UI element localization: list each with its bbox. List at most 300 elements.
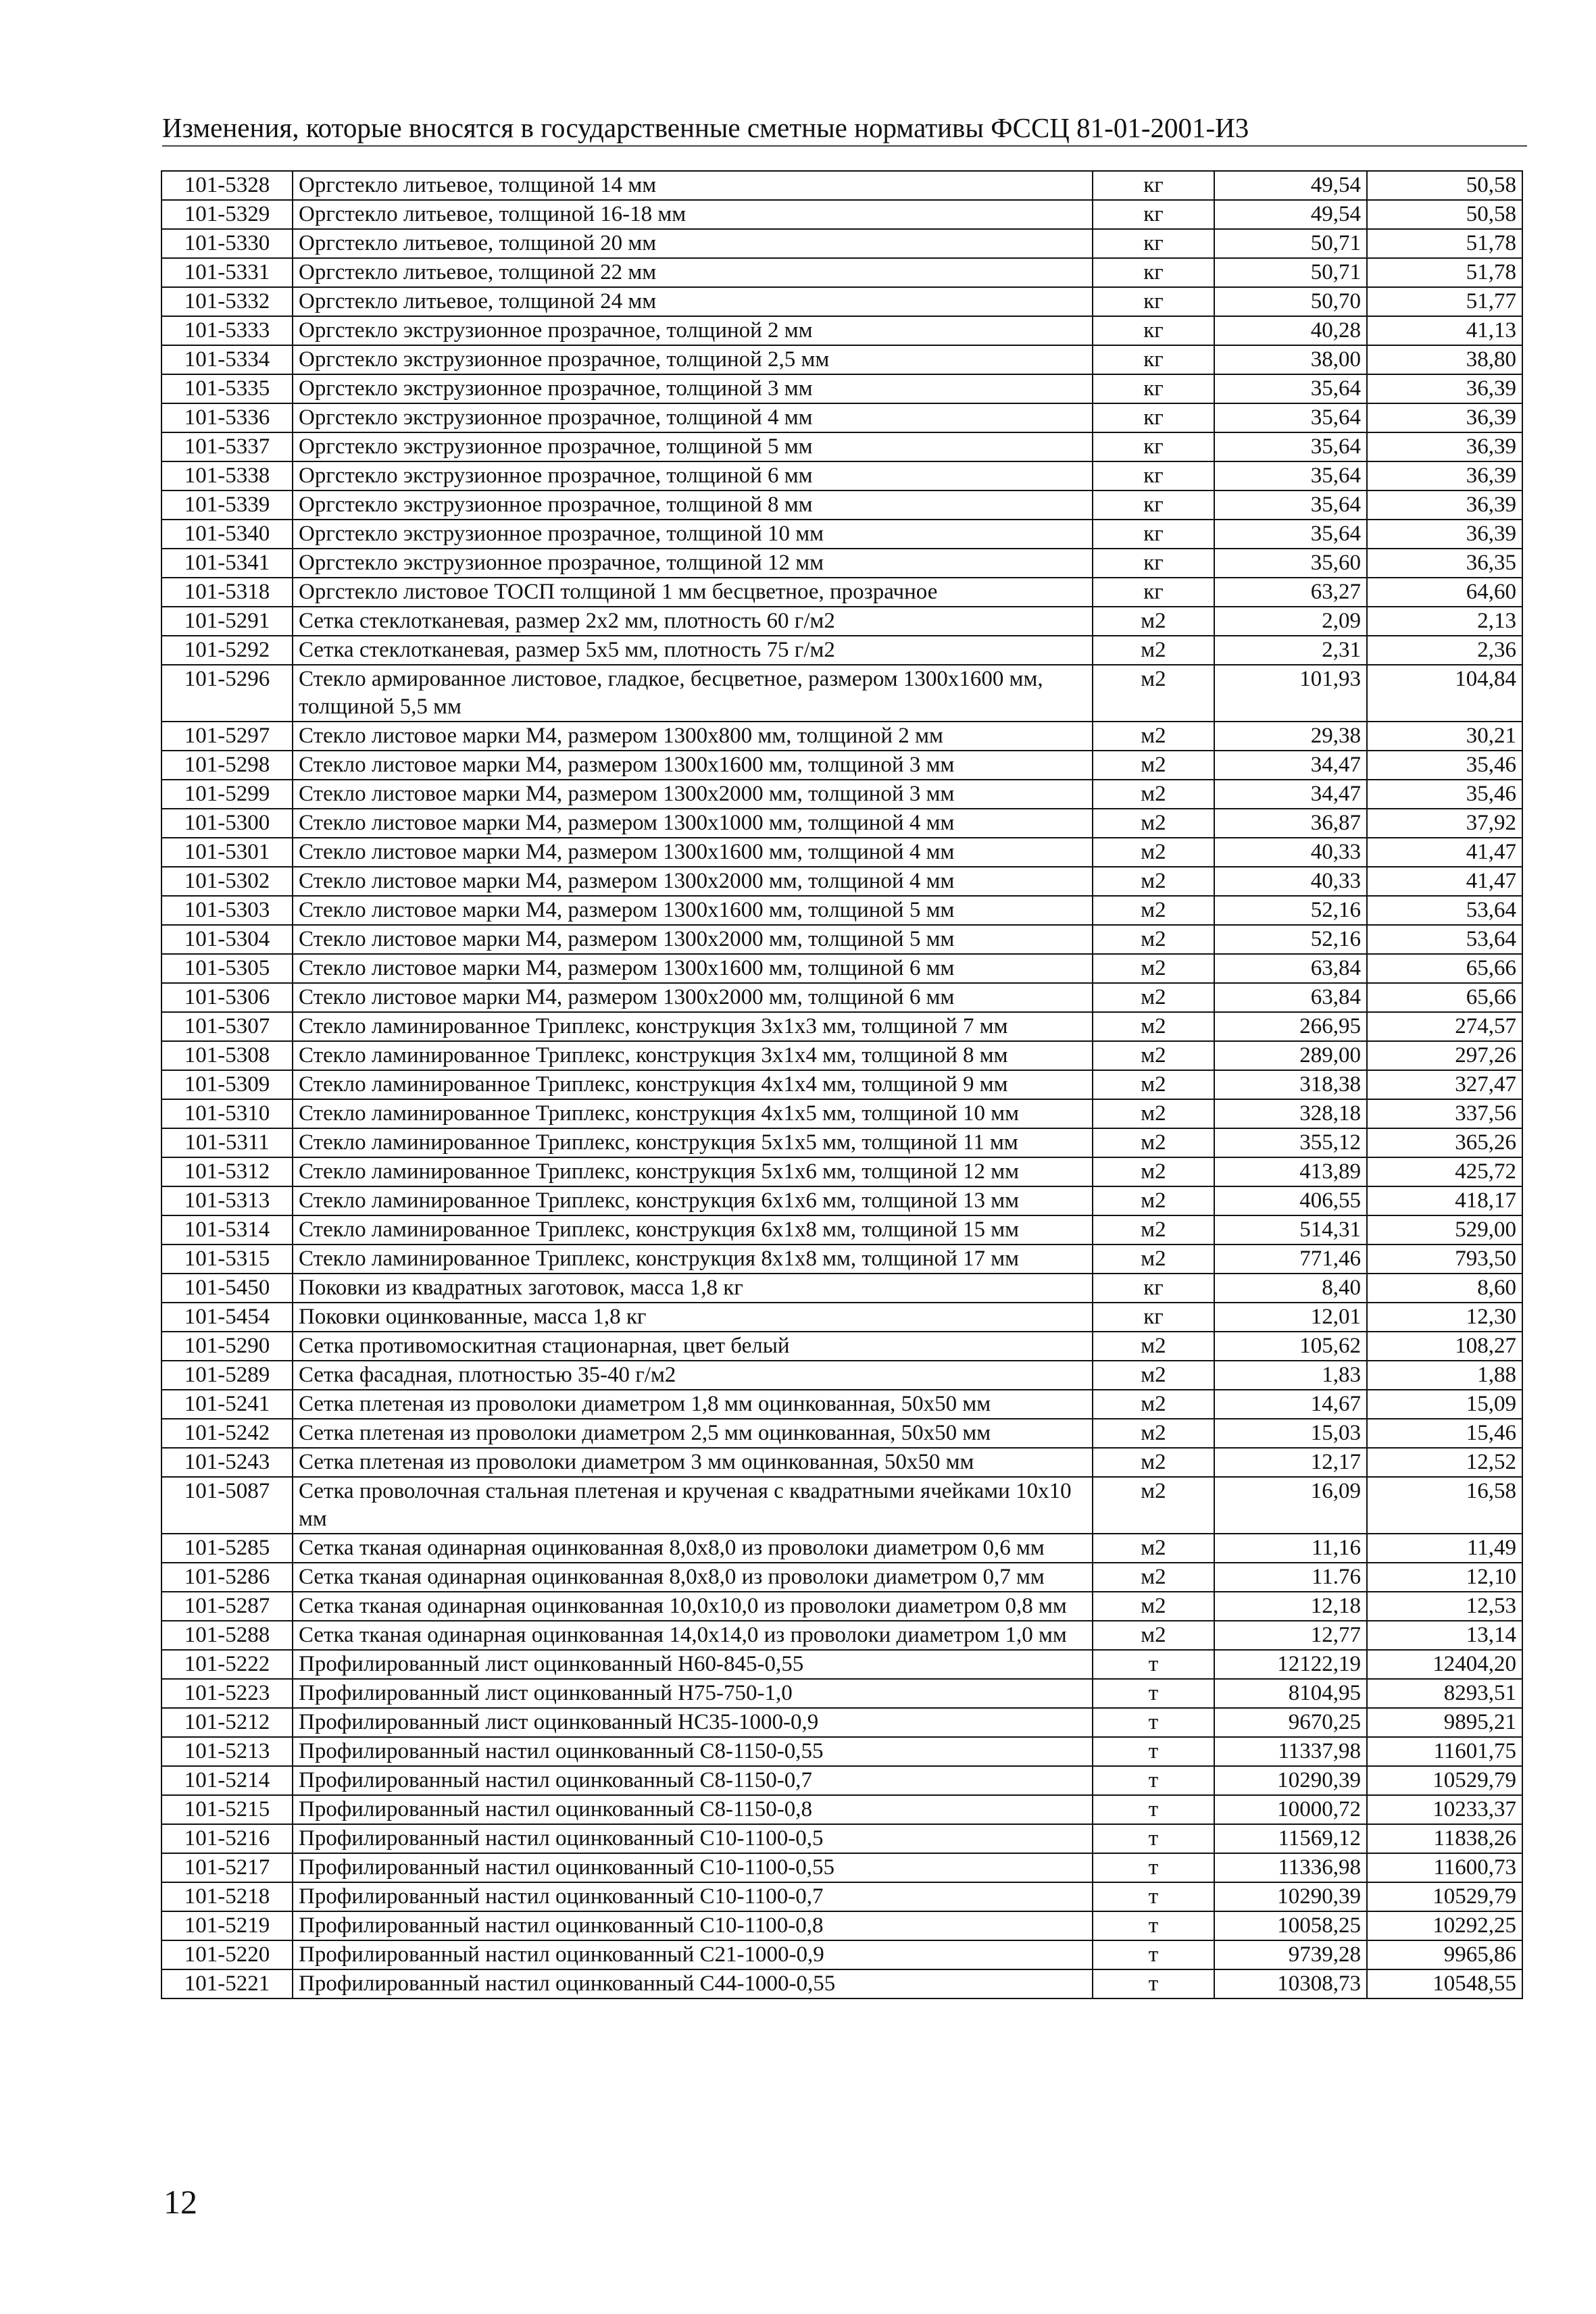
price-before: 50,70	[1214, 287, 1367, 316]
price-after: 425,72	[1367, 1157, 1522, 1186]
price-after: 11838,26	[1367, 1824, 1522, 1853]
price-before: 514,31	[1214, 1215, 1367, 1244]
price-before: 10290,39	[1214, 1766, 1367, 1795]
resource-name: Сетка плетеная из проволоки диаметром 1,8 мм оцинкованная, 50х50 мм	[293, 1390, 1093, 1419]
resource-name: Стекло листовое марки М4, размером 1300х1600 мм, толщиной 6 мм	[293, 954, 1093, 983]
price-after: 65,66	[1367, 983, 1522, 1012]
unit-of-measure: м2	[1093, 722, 1214, 751]
unit-of-measure: т	[1093, 1824, 1214, 1853]
unit-of-measure: м2	[1093, 1099, 1214, 1128]
price-after: 2,13	[1367, 607, 1522, 636]
price-before: 9739,28	[1214, 1940, 1367, 1969]
resource-name: Оргстекло экструзионное прозрачное, толщиной 8 мм	[293, 491, 1093, 520]
table-row	[161, 1419, 1522, 1448]
price-before: 15,03	[1214, 1419, 1367, 1448]
resource-code: 101-5311	[161, 1128, 293, 1157]
resource-name: Профилированный лист оцинкованный НС35-1000-0,9	[293, 1708, 1093, 1737]
price-after: 365,26	[1367, 1128, 1522, 1157]
unit-of-measure: кг	[1093, 258, 1214, 287]
resource-code: 101-5242	[161, 1419, 293, 1448]
price-after: 12,10	[1367, 1563, 1522, 1592]
table-row	[161, 1361, 1522, 1390]
resource-code: 101-5243	[161, 1448, 293, 1477]
resource-code: 101-5454	[161, 1303, 293, 1332]
table-row	[161, 1448, 1522, 1477]
unit-of-measure: кг	[1093, 229, 1214, 258]
unit-of-measure: т	[1093, 1911, 1214, 1940]
price-before: 63,84	[1214, 983, 1367, 1012]
price-before: 8,40	[1214, 1274, 1367, 1303]
price-before: 101,93	[1214, 665, 1367, 722]
resource-code: 101-5310	[161, 1099, 293, 1128]
resource-name: Оргстекло экструзионное прозрачное, толщиной 10 мм	[293, 520, 1093, 549]
resource-code: 101-5315	[161, 1244, 293, 1274]
price-before: 35,64	[1214, 491, 1367, 520]
price-after: 2,36	[1367, 636, 1522, 665]
table-row	[161, 954, 1522, 983]
table-row	[161, 1332, 1522, 1361]
resource-code: 101-5215	[161, 1795, 293, 1824]
table-row	[161, 1477, 1522, 1534]
table-row	[161, 1969, 1522, 1998]
price-after: 65,66	[1367, 954, 1522, 983]
unit-of-measure: м2	[1093, 1041, 1214, 1070]
resource-code: 101-5302	[161, 867, 293, 896]
unit-of-measure: м2	[1093, 838, 1214, 867]
resource-name: Стекло ламинированное Триплекс, конструкция 4х1х4 мм, толщиной 9 мм	[293, 1070, 1093, 1099]
resource-code: 101-5213	[161, 1737, 293, 1766]
resource-name: Стекло листовое марки М4, размером 1300х1600 мм, толщиной 3 мм	[293, 751, 1093, 780]
table-row	[161, 1679, 1522, 1708]
resource-code: 101-5292	[161, 636, 293, 665]
price-before: 10290,39	[1214, 1882, 1367, 1911]
resource-code: 101-5308	[161, 1041, 293, 1070]
table-row	[161, 665, 1522, 722]
resource-code: 101-5340	[161, 520, 293, 549]
resource-code: 101-5337	[161, 432, 293, 461]
table-row	[161, 751, 1522, 780]
price-before: 35,64	[1214, 374, 1367, 403]
table-row	[161, 867, 1522, 896]
resource-name: Сетка плетеная из проволоки диаметром 2,5 мм оцинкованная, 50х50 мм	[293, 1419, 1093, 1448]
resource-name: Стекло листовое марки М4, размером 1300х2000 мм, толщиной 6 мм	[293, 983, 1093, 1012]
resource-name: Сетка проволочная стальная плетеная и крученая с квадратными ячейками 10х10 мм	[293, 1477, 1093, 1534]
price-before: 50,71	[1214, 258, 1367, 287]
price-after: 15,46	[1367, 1419, 1522, 1448]
price-before: 11,16	[1214, 1534, 1367, 1563]
price-before: 12,77	[1214, 1621, 1367, 1650]
price-after: 35,46	[1367, 780, 1522, 809]
price-before: 289,00	[1214, 1041, 1367, 1070]
unit-of-measure: кг	[1093, 491, 1214, 520]
unit-of-measure: кг	[1093, 171, 1214, 200]
resource-code: 101-5309	[161, 1070, 293, 1099]
unit-of-measure: м2	[1093, 780, 1214, 809]
price-after: 41,13	[1367, 316, 1522, 345]
price-before: 2,09	[1214, 607, 1367, 636]
resource-name: Оргстекло экструзионное прозрачное, толщиной 6 мм	[293, 461, 1093, 491]
resource-code: 101-5216	[161, 1824, 293, 1853]
resource-name: Стекло ламинированное Триплекс, конструкция 8х1х8 мм, толщиной 17 мм	[293, 1244, 1093, 1274]
resource-code: 101-5329	[161, 200, 293, 229]
resource-code: 101-5289	[161, 1361, 293, 1390]
resource-code: 101-5300	[161, 809, 293, 838]
price-before: 12,17	[1214, 1448, 1367, 1477]
resource-name: Стекло ламинированное Триплекс, конструкция 5х1х5 мм, толщиной 11 мм	[293, 1128, 1093, 1157]
resource-code: 101-5318	[161, 578, 293, 607]
unit-of-measure: м2	[1093, 1419, 1214, 1448]
unit-of-measure: м2	[1093, 1012, 1214, 1041]
unit-of-measure: т	[1093, 1650, 1214, 1679]
price-after: 12404,20	[1367, 1650, 1522, 1679]
unit-of-measure: м2	[1093, 751, 1214, 780]
resource-name: Профилированный настил оцинкованный С44-1000-0,55	[293, 1969, 1093, 1998]
unit-of-measure: м2	[1093, 1563, 1214, 1592]
resource-name: Сетка стеклотканевая, размер 2х2 мм, плотность 60 г/м2	[293, 607, 1093, 636]
price-after: 38,80	[1367, 345, 1522, 374]
resource-code: 101-5334	[161, 345, 293, 374]
resource-name: Стекло листовое марки М4, размером 1300х2000 мм, толщиной 4 мм	[293, 867, 1093, 896]
unit-of-measure: кг	[1093, 578, 1214, 607]
resource-name: Профилированный настил оцинкованный С8-1150-0,55	[293, 1737, 1093, 1766]
resource-name: Профилированный настил оцинкованный С10-1100-0,55	[293, 1853, 1093, 1882]
resource-name: Стекло армированное листовое, гладкое, бесцветное, размером 1300х1600 мм, толщиной 5,5 мм	[293, 665, 1093, 722]
table-row	[161, 1824, 1522, 1853]
price-after: 529,00	[1367, 1215, 1522, 1244]
unit-of-measure: кг	[1093, 374, 1214, 403]
price-before: 266,95	[1214, 1012, 1367, 1041]
price-before: 34,47	[1214, 780, 1367, 809]
unit-of-measure: кг	[1093, 200, 1214, 229]
resource-code: 101-5220	[161, 1940, 293, 1969]
resource-code: 101-5301	[161, 838, 293, 867]
price-after: 12,30	[1367, 1303, 1522, 1332]
table-row	[161, 171, 1522, 200]
price-after: 50,58	[1367, 171, 1522, 200]
price-after: 53,64	[1367, 925, 1522, 954]
table-row	[161, 607, 1522, 636]
table-row	[161, 1390, 1522, 1419]
unit-of-measure: кг	[1093, 316, 1214, 345]
resource-name: Сетка тканая одинарная оцинкованная 8,0х8,0 из проволоки диаметром 0,6 мм	[293, 1534, 1093, 1563]
price-before: 406,55	[1214, 1186, 1367, 1215]
table-row	[161, 1128, 1522, 1157]
price-before: 8104,95	[1214, 1679, 1367, 1708]
price-before: 10058,25	[1214, 1911, 1367, 1940]
unit-of-measure: т	[1093, 1737, 1214, 1766]
resource-code: 101-5223	[161, 1679, 293, 1708]
price-before: 771,46	[1214, 1244, 1367, 1274]
resource-name: Поковки оцинкованные, масса 1,8 кг	[293, 1303, 1093, 1332]
resource-name: Оргстекло литьевое, толщиной 24 мм	[293, 287, 1093, 316]
price-after: 13,14	[1367, 1621, 1522, 1650]
table-row	[161, 780, 1522, 809]
page-number: 12	[164, 2183, 197, 2221]
resource-name: Оргстекло экструзионное прозрачное, толщиной 2,5 мм	[293, 345, 1093, 374]
table-row	[161, 1882, 1522, 1911]
resource-code: 101-5217	[161, 1853, 293, 1882]
unit-of-measure: м2	[1093, 1244, 1214, 1274]
resource-code: 101-5333	[161, 316, 293, 345]
resource-name: Сетка стеклотканевая, размер 5х5 мм, плотность 75 г/м2	[293, 636, 1093, 665]
resource-code: 101-5313	[161, 1186, 293, 1215]
resource-name: Оргстекло экструзионное прозрачное, толщиной 2 мм	[293, 316, 1093, 345]
unit-of-measure: т	[1093, 1882, 1214, 1911]
resource-name: Сетка плетеная из проволоки диаметром 3 мм оцинкованная, 50х50 мм	[293, 1448, 1093, 1477]
price-before: 16,09	[1214, 1477, 1367, 1534]
price-before: 29,38	[1214, 722, 1367, 751]
price-after: 793,50	[1367, 1244, 1522, 1274]
price-after: 297,26	[1367, 1041, 1522, 1070]
unit-of-measure: кг	[1093, 1274, 1214, 1303]
unit-of-measure: т	[1093, 1853, 1214, 1882]
price-before: 40,33	[1214, 838, 1367, 867]
table-row	[161, 1041, 1522, 1070]
price-before: 328,18	[1214, 1099, 1367, 1128]
price-before: 36,87	[1214, 809, 1367, 838]
resource-code: 101-5341	[161, 549, 293, 578]
price-after: 11600,73	[1367, 1853, 1522, 1882]
price-before: 40,28	[1214, 316, 1367, 345]
unit-of-measure: кг	[1093, 461, 1214, 491]
resource-name: Оргстекло листовое ТОСП толщиной 1 мм бесцветное, прозрачное	[293, 578, 1093, 607]
unit-of-measure: т	[1093, 1708, 1214, 1737]
resource-code: 101-5304	[161, 925, 293, 954]
price-before: 38,00	[1214, 345, 1367, 374]
resource-name: Профилированный настил оцинкованный С10-1100-0,5	[293, 1824, 1093, 1853]
table-row	[161, 1012, 1522, 1041]
table-row	[161, 491, 1522, 520]
price-before: 105,62	[1214, 1332, 1367, 1361]
price-after: 10529,79	[1367, 1766, 1522, 1795]
resource-name: Профилированный настил оцинкованный С10-1100-0,7	[293, 1882, 1093, 1911]
price-before: 12,01	[1214, 1303, 1367, 1332]
price-before: 10000,72	[1214, 1795, 1367, 1824]
resource-name: Оргстекло литьевое, толщиной 14 мм	[293, 171, 1093, 200]
resource-code: 101-5332	[161, 287, 293, 316]
table-row	[161, 636, 1522, 665]
table-row	[161, 1534, 1522, 1563]
price-before: 2,31	[1214, 636, 1367, 665]
unit-of-measure: м2	[1093, 1332, 1214, 1361]
unit-of-measure: м2	[1093, 1215, 1214, 1244]
resource-name: Сетка тканая одинарная оцинкованная 14,0х14,0 из проволоки диаметром 1,0 мм	[293, 1621, 1093, 1650]
unit-of-measure: м2	[1093, 1621, 1214, 1650]
resource-name: Профилированный настил оцинкованный С8-1150-0,7	[293, 1766, 1093, 1795]
price-after: 35,46	[1367, 751, 1522, 780]
unit-of-measure: м2	[1093, 1477, 1214, 1534]
price-before: 63,84	[1214, 954, 1367, 983]
price-after: 51,78	[1367, 258, 1522, 287]
unit-of-measure: м2	[1093, 1157, 1214, 1186]
price-before: 11337,98	[1214, 1737, 1367, 1766]
resource-name: Оргстекло литьевое, толщиной 16-18 мм	[293, 200, 1093, 229]
table-row	[161, 1708, 1522, 1737]
unit-of-measure: м2	[1093, 1390, 1214, 1419]
table-row	[161, 1274, 1522, 1303]
price-before: 14,67	[1214, 1390, 1367, 1419]
price-after: 418,17	[1367, 1186, 1522, 1215]
table-row	[161, 1070, 1522, 1099]
price-before: 35,64	[1214, 432, 1367, 461]
table-row	[161, 1766, 1522, 1795]
resource-name: Стекло листовое марки М4, размером 1300х1000 мм, толщиной 4 мм	[293, 809, 1093, 838]
resource-code: 101-5241	[161, 1390, 293, 1419]
resource-code: 101-5290	[161, 1332, 293, 1361]
resource-name: Оргстекло литьевое, толщиной 20 мм	[293, 229, 1093, 258]
resource-name: Профилированный лист оцинкованный Н75-750-1,0	[293, 1679, 1093, 1708]
table-row	[161, 896, 1522, 925]
resource-name: Сетка тканая одинарная оцинкованная 10,0х10,0 из проволоки диаметром 0,8 мм	[293, 1592, 1093, 1621]
resource-name: Стекло листовое марки М4, размером 1300х2000 мм, толщиной 3 мм	[293, 780, 1093, 809]
price-before: 318,38	[1214, 1070, 1367, 1099]
price-before: 49,54	[1214, 200, 1367, 229]
price-before: 355,12	[1214, 1128, 1367, 1157]
table-row	[161, 461, 1522, 491]
unit-of-measure: м2	[1093, 983, 1214, 1012]
price-after: 41,47	[1367, 867, 1522, 896]
table-row	[161, 1853, 1522, 1882]
resource-code: 101-5287	[161, 1592, 293, 1621]
unit-of-measure: м2	[1093, 809, 1214, 838]
resource-code: 101-5307	[161, 1012, 293, 1041]
unit-of-measure: т	[1093, 1766, 1214, 1795]
table-row	[161, 1650, 1522, 1679]
price-after: 16,58	[1367, 1477, 1522, 1534]
resource-name: Стекло ламинированное Триплекс, конструкция 6х1х8 мм, толщиной 15 мм	[293, 1215, 1093, 1244]
resource-name: Стекло листовое марки М4, размером 1300х800 мм, толщиной 2 мм	[293, 722, 1093, 751]
resource-code: 101-5219	[161, 1911, 293, 1940]
price-before: 52,16	[1214, 925, 1367, 954]
unit-of-measure: т	[1093, 1795, 1214, 1824]
price-before: 12122,19	[1214, 1650, 1367, 1679]
table-row	[161, 403, 1522, 432]
table-row	[161, 345, 1522, 374]
price-before: 63,27	[1214, 578, 1367, 607]
price-before: 35,64	[1214, 520, 1367, 549]
price-after: 8,60	[1367, 1274, 1522, 1303]
unit-of-measure: м2	[1093, 1128, 1214, 1157]
price-before: 10308,73	[1214, 1969, 1367, 1998]
unit-of-measure: кг	[1093, 549, 1214, 578]
unit-of-measure: м2	[1093, 925, 1214, 954]
table-row	[161, 1099, 1522, 1128]
resource-code: 101-5218	[161, 1882, 293, 1911]
price-before: 9670,25	[1214, 1708, 1367, 1737]
table-row	[161, 1563, 1522, 1592]
unit-of-measure: м2	[1093, 1361, 1214, 1390]
resource-code: 101-5297	[161, 722, 293, 751]
resource-name: Оргстекло литьевое, толщиной 22 мм	[293, 258, 1093, 287]
price-before: 34,47	[1214, 751, 1367, 780]
table-row	[161, 1215, 1522, 1244]
resource-name: Стекло листовое марки М4, размером 1300х1600 мм, толщиной 4 мм	[293, 838, 1093, 867]
resource-code: 101-5296	[161, 665, 293, 722]
unit-of-measure: кг	[1093, 432, 1214, 461]
price-after: 51,77	[1367, 287, 1522, 316]
price-after: 12,53	[1367, 1592, 1522, 1621]
resource-code: 101-5303	[161, 896, 293, 925]
resource-name: Стекло листовое марки М4, размером 1300х1600 мм, толщиной 5 мм	[293, 896, 1093, 925]
page-header: Изменения, которые вносятся в государственные сметные нормативы ФССЦ 81-01-2001-И3	[162, 112, 1249, 143]
table-row	[161, 258, 1522, 287]
table-row	[161, 1186, 1522, 1215]
resource-code: 101-5214	[161, 1766, 293, 1795]
table-row	[161, 316, 1522, 345]
price-before: 35,64	[1214, 403, 1367, 432]
price-after: 274,57	[1367, 1012, 1522, 1041]
unit-of-measure: м2	[1093, 1186, 1214, 1215]
table-row	[161, 1244, 1522, 1274]
price-after: 15,09	[1367, 1390, 1522, 1419]
price-after: 108,27	[1367, 1332, 1522, 1361]
table-row	[161, 722, 1522, 751]
resource-name: Профилированный настил оцинкованный С8-1150-0,8	[293, 1795, 1093, 1824]
table-row	[161, 925, 1522, 954]
resource-code: 101-5330	[161, 229, 293, 258]
resource-name: Стекло ламинированное Триплекс, конструкция 4х1х5 мм, толщиной 10 мм	[293, 1099, 1093, 1128]
resource-name: Оргстекло экструзионное прозрачное, толщиной 12 мм	[293, 549, 1093, 578]
table-row	[161, 838, 1522, 867]
price-after: 337,56	[1367, 1099, 1522, 1128]
unit-of-measure: м2	[1093, 665, 1214, 722]
price-before: 40,33	[1214, 867, 1367, 896]
resource-code: 101-5335	[161, 374, 293, 403]
resource-code: 101-5314	[161, 1215, 293, 1244]
unit-of-measure: кг	[1093, 287, 1214, 316]
table-row	[161, 1737, 1522, 1766]
resource-name: Профилированный настил оцинкованный С21-1000-0,9	[293, 1940, 1093, 1969]
resource-code: 101-5299	[161, 780, 293, 809]
table-row	[161, 1157, 1522, 1186]
price-before: 52,16	[1214, 896, 1367, 925]
price-after: 10529,79	[1367, 1882, 1522, 1911]
unit-of-measure: м2	[1093, 867, 1214, 896]
price-after: 104,84	[1367, 665, 1522, 722]
price-after: 36,39	[1367, 491, 1522, 520]
price-after: 10233,37	[1367, 1795, 1522, 1824]
unit-of-measure: кг	[1093, 345, 1214, 374]
table-row	[161, 1621, 1522, 1650]
table-row	[161, 1795, 1522, 1824]
price-after: 1,88	[1367, 1361, 1522, 1390]
price-after: 10292,25	[1367, 1911, 1522, 1940]
price-after: 53,64	[1367, 896, 1522, 925]
resource-name: Стекло ламинированное Триплекс, конструкция 6х1х6 мм, толщиной 13 мм	[293, 1186, 1093, 1215]
price-after: 36,39	[1367, 461, 1522, 491]
resource-name: Оргстекло экструзионное прозрачное, толщиной 5 мм	[293, 432, 1093, 461]
resource-name: Поковки из квадратных заготовок, масса 1,8 кг	[293, 1274, 1093, 1303]
price-after: 30,21	[1367, 722, 1522, 751]
price-after: 11601,75	[1367, 1737, 1522, 1766]
unit-of-measure: м2	[1093, 1534, 1214, 1563]
price-after: 8293,51	[1367, 1679, 1522, 1708]
table-row	[161, 578, 1522, 607]
resource-code: 101-5222	[161, 1650, 293, 1679]
unit-of-measure: м2	[1093, 954, 1214, 983]
resource-name: Оргстекло экструзионное прозрачное, толщиной 3 мм	[293, 374, 1093, 403]
unit-of-measure: м2	[1093, 636, 1214, 665]
table-row	[161, 287, 1522, 316]
price-after: 37,92	[1367, 809, 1522, 838]
unit-of-measure: т	[1093, 1969, 1214, 1998]
table-row	[161, 229, 1522, 258]
price-after: 36,39	[1367, 520, 1522, 549]
resource-name: Профилированный лист оцинкованный Н60-845-0,55	[293, 1650, 1093, 1679]
resource-code: 101-5298	[161, 751, 293, 780]
price-before: 50,71	[1214, 229, 1367, 258]
resource-code: 101-5336	[161, 403, 293, 432]
